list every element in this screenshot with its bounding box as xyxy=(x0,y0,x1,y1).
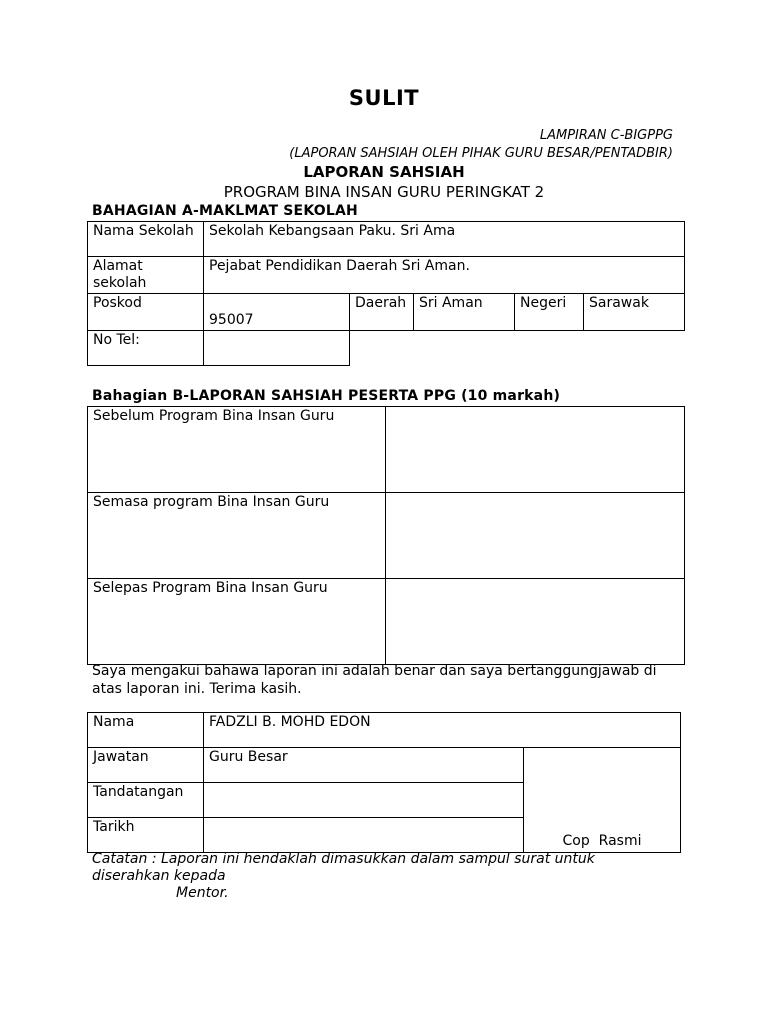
school-name-value[interactable]: Sekolah Kebangsaan Paku. Sri Ama xyxy=(204,222,685,257)
note-line-1: Catatan : Laporan ini hendaklah dimasukkan dalam sampul surat untuk xyxy=(92,851,595,867)
state-value[interactable]: Sarawak xyxy=(584,294,685,331)
school-name-row xyxy=(88,222,685,257)
signature-table xyxy=(87,712,681,853)
report-row-value[interactable] xyxy=(386,407,685,493)
school-info-table xyxy=(87,221,685,366)
declaration-line-2: atas laporan ini. Terima kasih. xyxy=(92,681,302,697)
document-classification: SULIT xyxy=(348,86,420,110)
declaration-line-1: Saya mengakui bahawa laporan ini adalah benar dan saya bertanggungjawab di xyxy=(92,663,657,679)
attachment-code: LAMPIRAN C-BIGPPG xyxy=(539,128,673,143)
empty-space xyxy=(350,331,685,366)
report-row-after xyxy=(88,579,685,665)
date-value[interactable] xyxy=(204,818,524,853)
section-b-heading: Bahagian B-LAPORAN SAHSIAH PESERTA PPG (10 markah) xyxy=(92,388,561,404)
district-label: Daerah xyxy=(350,294,414,331)
report-title: LAPORAN SAHSIAH xyxy=(303,163,465,181)
postcode-row xyxy=(88,294,685,331)
signatory-name-value[interactable]: FADZLI B. MOHD EDON xyxy=(204,713,681,748)
report-row-before xyxy=(88,407,685,493)
report-row-label: Semasa program Bina Insan Guru xyxy=(88,493,386,579)
program-title: PROGRAM BINA INSAN GURU PERINGKAT 2 xyxy=(223,183,545,201)
date-label: Tarikh xyxy=(88,818,204,853)
position-row xyxy=(88,748,681,783)
state-label: Negeri xyxy=(515,294,584,331)
position-value[interactable]: Guru Besar xyxy=(204,748,524,783)
signature-value[interactable] xyxy=(204,783,524,818)
note-line-3: Mentor. xyxy=(176,885,229,901)
official-stamp-label: Cop Rasmi xyxy=(562,833,642,849)
postcode-cell[interactable] xyxy=(204,294,350,331)
address-row xyxy=(88,257,685,294)
school-name-label: Nama Sekolah xyxy=(88,222,204,257)
position-label: Jawatan xyxy=(88,748,204,783)
signatory-name-label: Nama xyxy=(88,713,204,748)
address-value[interactable]: Pejabat Pendidikan Daerah Sri Aman. xyxy=(204,257,685,294)
district-value[interactable]: Sri Aman xyxy=(414,294,515,331)
postcode-label: Poskod xyxy=(88,294,204,331)
character-report-table xyxy=(87,406,685,665)
report-row-value[interactable] xyxy=(386,493,685,579)
report-row-label: Selepas Program Bina Insan Guru xyxy=(88,579,386,665)
phone-label: No Tel: xyxy=(88,331,204,366)
official-stamp-box[interactable] xyxy=(524,748,681,853)
address-label: Alamat sekolah xyxy=(88,257,204,294)
postcode-value: 95007 xyxy=(209,312,254,328)
phone-value[interactable] xyxy=(204,331,350,366)
signatory-name-row xyxy=(88,713,681,748)
report-row-label: Sebelum Program Bina Insan Guru xyxy=(88,407,386,493)
section-a-heading: BAHAGIAN A-MAKLMAT SEKOLAH xyxy=(92,203,358,219)
phone-row xyxy=(88,331,685,366)
report-row-during xyxy=(88,493,685,579)
report-subtitle: (LAPORAN SAHSIAH OLEH PIHAK GURU BESAR/PENTADBIR) xyxy=(289,146,673,161)
signature-label: Tandatangan xyxy=(88,783,204,818)
report-row-value[interactable] xyxy=(386,579,685,665)
note-line-2: diserahkan kepada xyxy=(92,868,226,884)
